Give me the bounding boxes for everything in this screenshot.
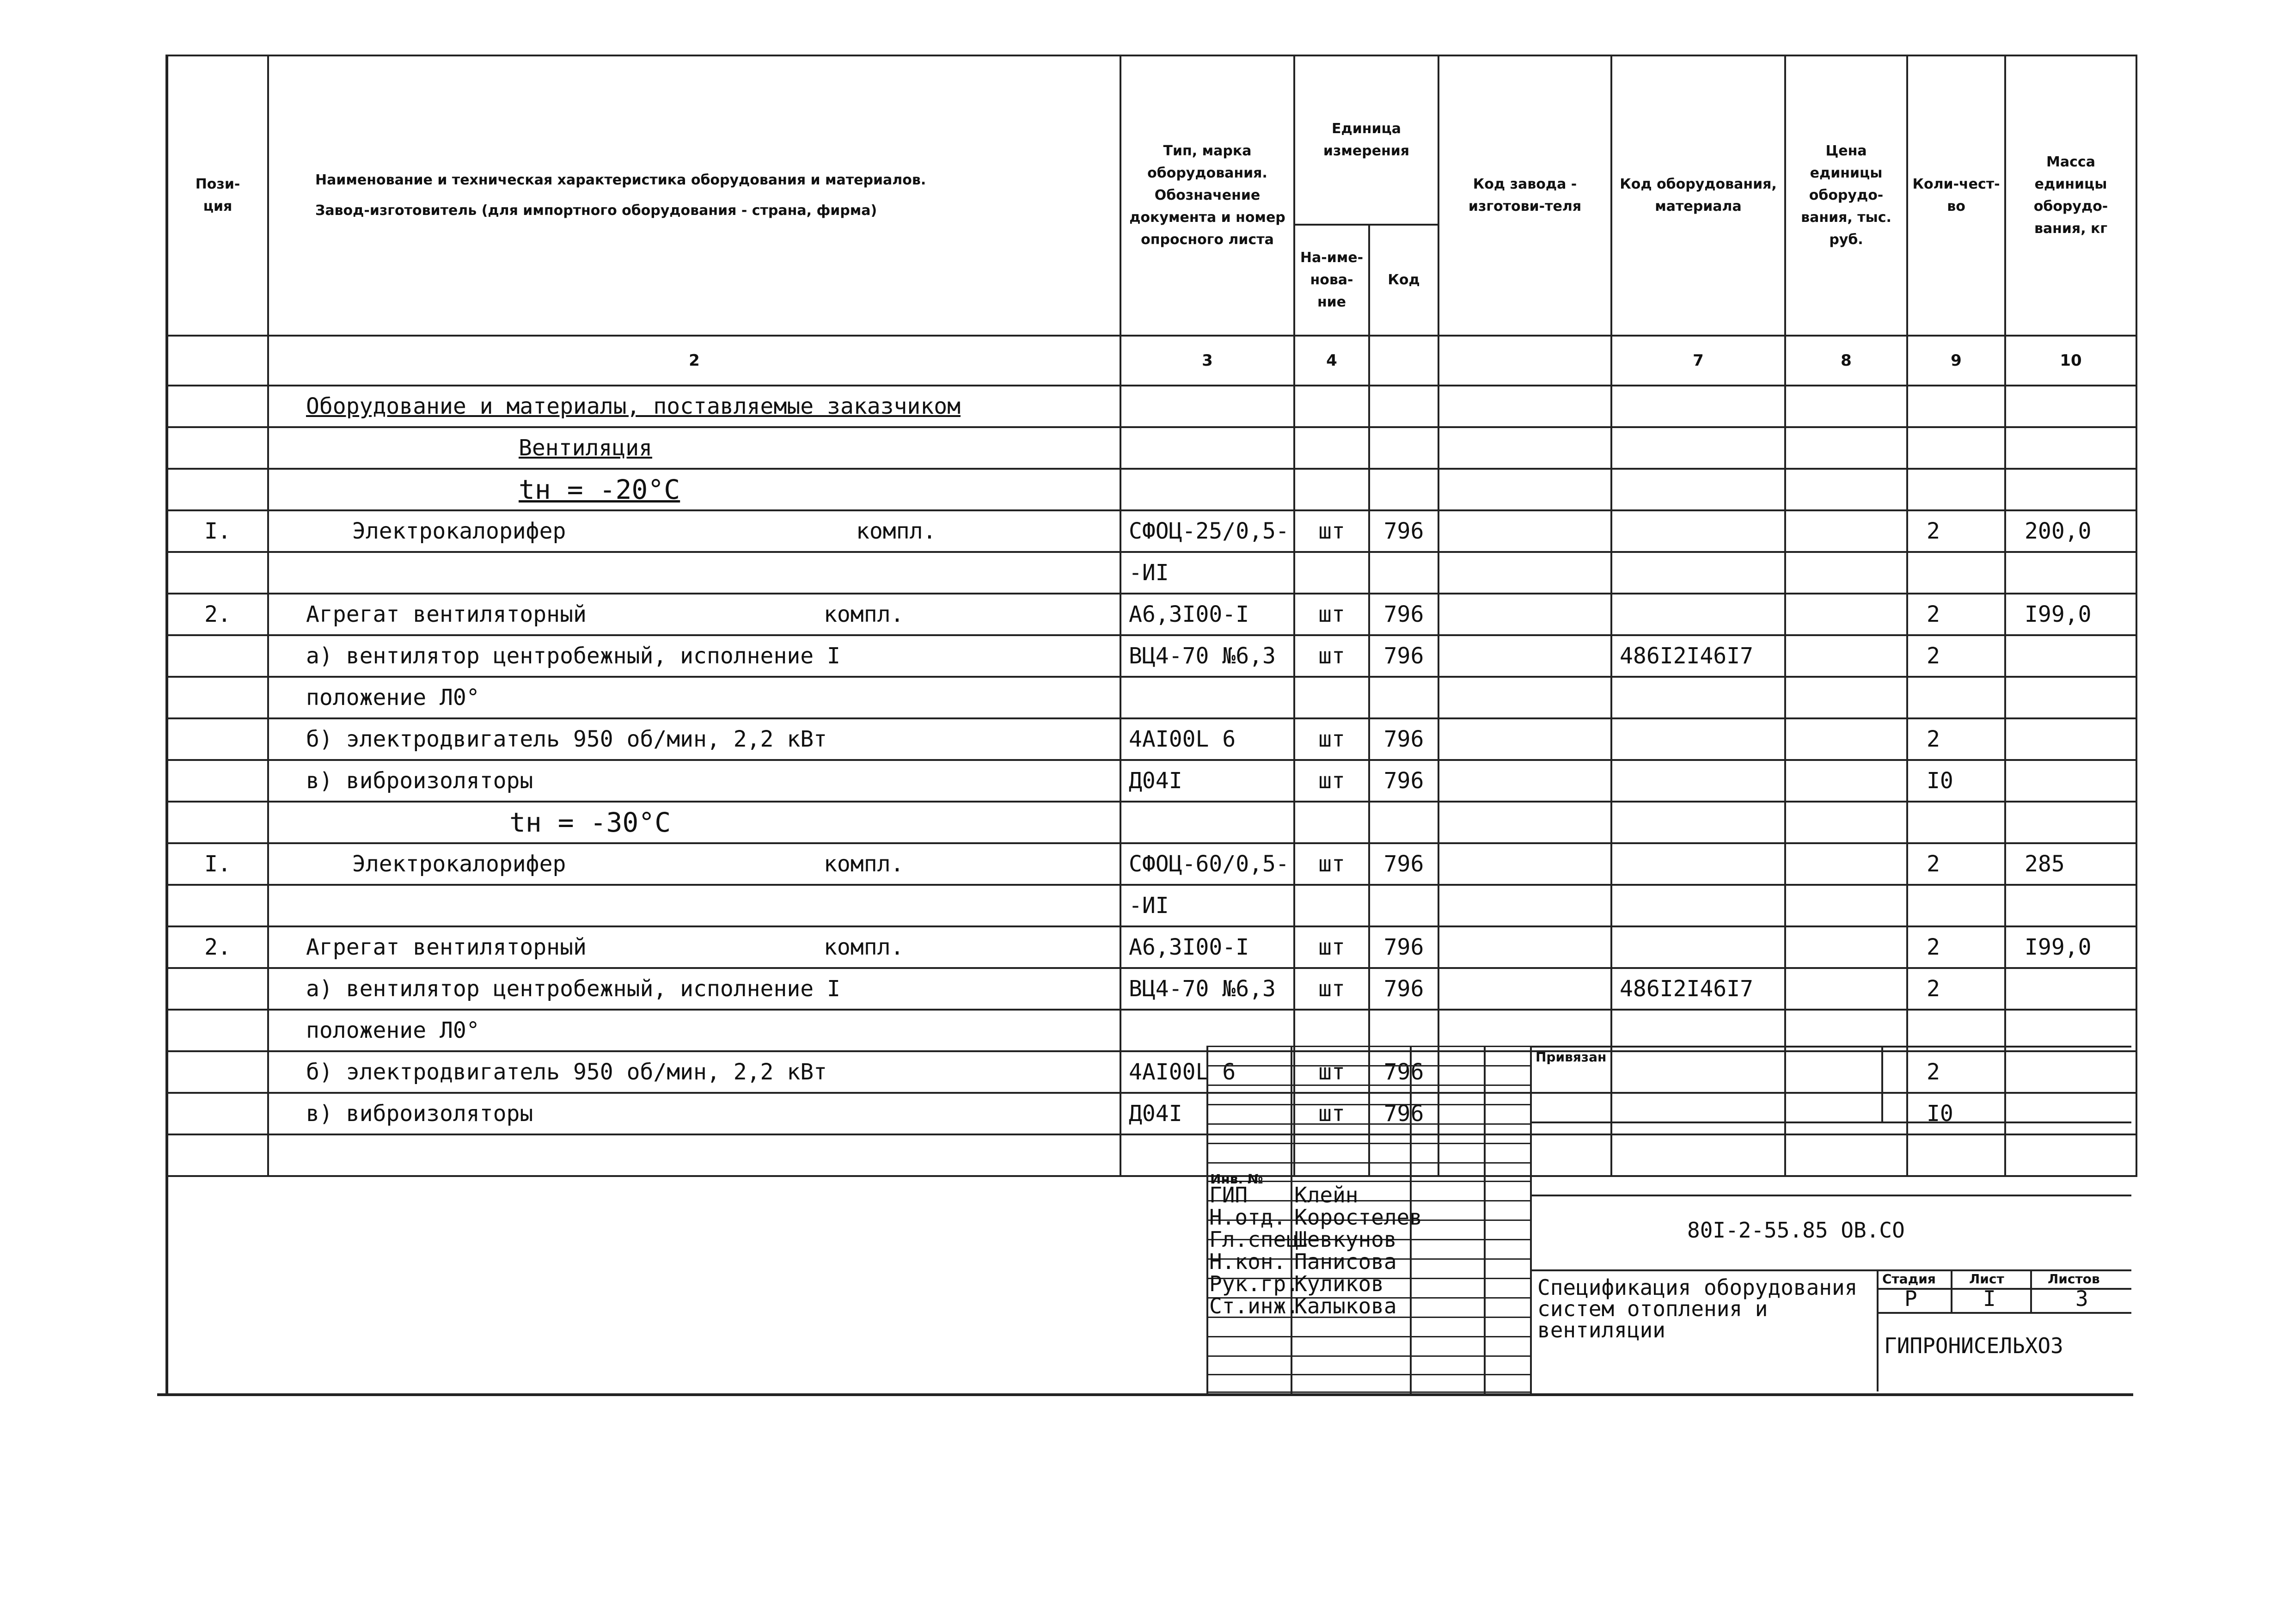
plant-code-cell [1438, 510, 1611, 552]
header-name-line2: Завод-изготовитель (для импортного оборудования - страна, фирма) [315, 202, 877, 219]
unit-code-cell: 796 [1369, 760, 1438, 802]
quantity-cell: 2 [1907, 843, 2005, 885]
type-cell: Д04I [1120, 760, 1294, 802]
unit-code-cell: 796 [1369, 843, 1438, 885]
colnum-7: 7 [1611, 336, 1785, 386]
mass-cell: 285 [2005, 843, 2136, 885]
item-name: tн = -20°C [519, 474, 680, 505]
unit-code-cell: 796 [1369, 1093, 1438, 1134]
table-row [167, 718, 2136, 760]
price-cell [1785, 802, 1907, 843]
quantity-cell: 2 [1907, 968, 2005, 1010]
mass-cell: I99,0 [2005, 594, 2136, 635]
position-cell: I. [167, 510, 268, 552]
item-name: Вентиляция [519, 435, 652, 461]
table-row [167, 926, 2136, 968]
equipment-code-cell [1611, 427, 1785, 469]
table-row [167, 760, 2136, 802]
equipment-code-cell [1611, 552, 1785, 594]
unit-code-cell: 796 [1369, 968, 1438, 1010]
header-unit-code: Код [1369, 225, 1438, 336]
plant-code-cell [1438, 885, 1611, 926]
price-cell [1785, 926, 1907, 968]
equipment-code-cell [1611, 885, 1785, 926]
unit-code-cell [1369, 427, 1438, 469]
unit-code-cell [1369, 552, 1438, 594]
item-name: Электрокалорифер [352, 518, 566, 544]
quantity-cell: 2 [1907, 1051, 2005, 1093]
signer-role: Н.отд. [1209, 1205, 1286, 1230]
name-cell [268, 718, 1120, 760]
position-cell [167, 802, 268, 843]
mass-cell [2005, 677, 2136, 718]
stage-label: Стадия [1882, 1271, 1936, 1287]
unit-cell [1294, 386, 1369, 427]
name-cell [268, 1093, 1120, 1134]
attached-label: Привязан [1536, 1049, 1607, 1065]
plant-code-cell [1438, 968, 1611, 1010]
position-cell: I. [167, 843, 268, 885]
type-cell: СФОЦ-60/0,5- [1120, 843, 1294, 885]
table-row [167, 677, 2136, 718]
colnum-2: 2 [268, 336, 1120, 386]
frame-bottom-border [157, 1393, 2133, 1396]
quantity-cell [1907, 386, 2005, 427]
item-name: tн = -30°C [509, 807, 671, 838]
header-type: Тип, марка оборудования. Обозначение документа и номер опросного листа [1120, 55, 1294, 336]
item-name: Агрегат вентиляторный [306, 601, 587, 627]
equipment-code-cell [1611, 802, 1785, 843]
name-cell [268, 1051, 1120, 1093]
plant-code-cell [1438, 802, 1611, 843]
mass-cell [2005, 718, 2136, 760]
table-row [167, 1010, 2136, 1051]
name-cell [268, 510, 1120, 552]
mass-cell [2005, 386, 2136, 427]
plant-code-cell [1438, 677, 1611, 718]
unit-code-cell [1369, 885, 1438, 926]
name-cell [268, 427, 1120, 469]
unit-code-cell [1369, 469, 1438, 510]
price-cell [1785, 885, 1907, 926]
position-cell [167, 1134, 268, 1176]
item-name: Электрокалорифер [352, 851, 566, 877]
quantity-cell: 2 [1907, 635, 2005, 677]
header-name [268, 55, 1120, 336]
plant-code-cell [1438, 1010, 1611, 1051]
header-mass: Масса единицы оборудо-вания, кг [2005, 55, 2136, 336]
unit-cell [1294, 469, 1369, 510]
table-row [167, 386, 2136, 427]
quantity-cell: 2 [1907, 718, 2005, 760]
plant-code-cell [1438, 594, 1611, 635]
unit-code-cell: 796 [1369, 594, 1438, 635]
plant-code-cell [1438, 718, 1611, 760]
signer-name: Шевкунов [1294, 1227, 1397, 1252]
position-cell [167, 760, 268, 802]
type-cell: 4АI00L 6 [1120, 718, 1294, 760]
unit-cell [1294, 427, 1369, 469]
plant-code-cell [1438, 427, 1611, 469]
unit-code-cell: 796 [1369, 510, 1438, 552]
unit-cell [1294, 802, 1369, 843]
unit-code-cell [1369, 677, 1438, 718]
mass-cell: 200,0 [2005, 510, 2136, 552]
header-position: Пози- ция [167, 55, 268, 336]
signer-role: Н.кон. [1209, 1249, 1286, 1274]
equipment-code-cell [1611, 843, 1785, 885]
quantity-cell [1907, 802, 2005, 843]
plant-code-cell [1438, 843, 1611, 885]
colnum-4: 4 [1294, 336, 1369, 386]
mass-cell: I99,0 [2005, 926, 2136, 968]
type-cell: Д04I [1120, 1093, 1294, 1134]
quantity-cell [1907, 1010, 2005, 1051]
unit-cell: шт [1294, 843, 1369, 885]
quantity-cell [1907, 885, 2005, 926]
position-cell [167, 718, 268, 760]
position-cell: 2. [167, 594, 268, 635]
unit-cell: шт [1294, 1093, 1369, 1134]
mass-cell [2005, 469, 2136, 510]
equipment-code-cell [1611, 510, 1785, 552]
unit-code-cell [1369, 386, 1438, 427]
kit-suffix: компл. [824, 934, 904, 960]
equipment-code-cell [1611, 677, 1785, 718]
header-name-line1: Наименование и техническая характеристика оборудования и материалов. [315, 172, 926, 188]
plant-code-cell [1438, 469, 1611, 510]
type-cell: СФОЦ-25/0,5- [1120, 510, 1294, 552]
unit-cell [1294, 885, 1369, 926]
unit-cell: шт [1294, 510, 1369, 552]
equipment-code-cell [1611, 760, 1785, 802]
type-cell: ВЦ4-70 №6,3 [1120, 635, 1294, 677]
table-row [167, 968, 2136, 1010]
colnum-8: 8 [1785, 336, 1907, 386]
item-name: б) электродвигатель 950 об/мин, 2,2 кВт [306, 726, 827, 752]
sheets-label: Листов [2048, 1271, 2100, 1287]
position-cell [167, 1093, 268, 1134]
name-cell [268, 760, 1120, 802]
name-cell [268, 552, 1120, 594]
table-row [167, 427, 2136, 469]
price-cell [1785, 552, 1907, 594]
type-cell [1120, 802, 1294, 843]
quantity-cell [1907, 677, 2005, 718]
inventory-label: Инв. № [1210, 1171, 1263, 1187]
equipment-code-cell [1611, 386, 1785, 427]
unit-cell [1294, 677, 1369, 718]
price-cell [1785, 718, 1907, 760]
type-cell: -ИI [1120, 552, 1294, 594]
name-cell [268, 1134, 1120, 1176]
mass-cell [2005, 427, 2136, 469]
mass-cell [2005, 552, 2136, 594]
unit-cell: шт [1294, 635, 1369, 677]
item-name: а) вентилятор центробежный, исполнение I [306, 976, 840, 1002]
equipment-code-cell [1611, 718, 1785, 760]
unit-code-cell: 796 [1369, 718, 1438, 760]
quantity-cell: 2 [1907, 926, 2005, 968]
header-equipment-code: Код оборудования, материала [1611, 55, 1785, 336]
type-cell [1120, 427, 1294, 469]
mass-cell [2005, 635, 2136, 677]
name-cell [268, 469, 1120, 510]
table-row [167, 885, 2136, 926]
unit-cell: шт [1294, 926, 1369, 968]
item-name: положение Л0° [306, 685, 480, 711]
quantity-cell [1907, 469, 2005, 510]
type-cell [1120, 386, 1294, 427]
title-block [1206, 1046, 2133, 1393]
unit-code-cell [1369, 1010, 1438, 1051]
signer-name: Куликов [1294, 1271, 1384, 1296]
type-cell [1120, 1010, 1294, 1051]
type-cell [1120, 469, 1294, 510]
type-cell: -ИI [1120, 885, 1294, 926]
name-cell [268, 802, 1120, 843]
plant-code-cell [1438, 635, 1611, 677]
signer-role: Ст.инж. [1209, 1293, 1299, 1318]
signer-name: Панисова [1294, 1249, 1397, 1274]
item-name: Оборудование и материалы, поставляемые заказчиком [306, 393, 961, 419]
quantity-cell: 2 [1907, 594, 2005, 635]
column-number-row [167, 336, 2136, 386]
colnum-3: 3 [1120, 336, 1294, 386]
unit-cell: шт [1294, 1051, 1369, 1093]
name-cell [268, 843, 1120, 885]
type-cell: 4АI00L 6 [1120, 1051, 1294, 1093]
price-cell [1785, 510, 1907, 552]
type-cell: ВЦ4-70 №6,3 [1120, 968, 1294, 1010]
position-cell [167, 386, 268, 427]
unit-code-cell [1369, 802, 1438, 843]
name-cell [268, 635, 1120, 677]
table-row [167, 843, 2136, 885]
header-price: Цена единицы оборудо-вания, тыс. руб. [1785, 55, 1907, 336]
organization-name: ГИПРОНИСЕЛЬХОЗ [1884, 1333, 2063, 1358]
unit-code-cell: 796 [1369, 1051, 1438, 1093]
colnum-9: 9 [1907, 336, 2005, 386]
sheets-value: 3 [2075, 1286, 2088, 1311]
equipment-code-cell [1611, 469, 1785, 510]
equipment-code-cell: 486I2I46I7 [1611, 968, 1785, 1010]
unit-cell [1294, 552, 1369, 594]
equipment-code-cell [1611, 1010, 1785, 1051]
specification-table [166, 55, 2137, 1177]
name-cell [268, 885, 1120, 926]
equipment-code-cell: 486I2I46I7 [1611, 635, 1785, 677]
mass-cell [2005, 968, 2136, 1010]
plant-code-cell [1438, 760, 1611, 802]
signer-name: Клейн [1294, 1183, 1359, 1207]
table-row [167, 552, 2136, 594]
table-row [167, 635, 2136, 677]
unit-cell: шт [1294, 718, 1369, 760]
signer-name: Калыкова [1294, 1293, 1397, 1318]
unit-cell [1294, 1010, 1369, 1051]
position-cell [167, 1010, 268, 1051]
position-cell [167, 427, 268, 469]
name-cell [268, 594, 1120, 635]
position-cell [167, 968, 268, 1010]
kit-suffix: компл. [824, 851, 904, 877]
item-name: а) вентилятор центробежный, исполнение I [306, 643, 840, 669]
position-cell: 2. [167, 926, 268, 968]
stage-value: Р [1904, 1286, 1917, 1311]
unit-code-cell: 796 [1369, 635, 1438, 677]
mass-cell [2005, 1010, 2136, 1051]
type-cell [1120, 677, 1294, 718]
name-cell [268, 1010, 1120, 1051]
colnum-10: 10 [2005, 336, 2136, 386]
quantity-cell: I0 [1907, 1093, 2005, 1134]
mass-cell [2005, 802, 2136, 843]
unit-code-cell: 796 [1369, 926, 1438, 968]
mass-cell [2005, 760, 2136, 802]
signer-role: Гл.спец. [1209, 1227, 1312, 1252]
sheet-label: Лист [1969, 1271, 2004, 1287]
price-cell [1785, 594, 1907, 635]
name-cell [268, 677, 1120, 718]
header-quantity: Коли-чест-во [1907, 55, 2005, 336]
header-plant-code: Код завода - изготови-теля [1438, 55, 1611, 336]
mass-cell [2005, 885, 2136, 926]
position-cell [167, 1051, 268, 1093]
sheet-value: I [1983, 1286, 1996, 1311]
document-title: Спецификация оборудования систем отопления и вентиляции [1537, 1275, 1858, 1342]
table-row [167, 594, 2136, 635]
price-cell [1785, 635, 1907, 677]
signer-role: ГИП [1209, 1183, 1248, 1207]
unit-cell: шт [1294, 968, 1369, 1010]
document-code: 80I-2-55.85 ОВ.СО [1687, 1218, 1905, 1243]
type-cell: А6,3I00-I [1120, 594, 1294, 635]
header-row [167, 55, 2136, 225]
price-cell [1785, 1010, 1907, 1051]
quantity-cell: 2 [1907, 510, 2005, 552]
position-cell [167, 635, 268, 677]
name-cell [268, 926, 1120, 968]
item-name: в) виброизоляторы [306, 768, 533, 794]
item-name: в) виброизоляторы [306, 1101, 533, 1127]
item-name: Агрегат вентиляторный [306, 934, 587, 960]
price-cell [1785, 677, 1907, 718]
price-cell [1785, 968, 1907, 1010]
equipment-code-cell [1611, 594, 1785, 635]
table-row [167, 802, 2136, 843]
name-cell [268, 968, 1120, 1010]
plant-code-cell [1438, 386, 1611, 427]
position-cell [167, 469, 268, 510]
item-name: б) электродвигатель 950 об/мин, 2,2 кВт [306, 1059, 827, 1085]
name-cell [268, 386, 1120, 427]
price-cell [1785, 843, 1907, 885]
quantity-cell [1907, 427, 2005, 469]
quantity-cell: I0 [1907, 760, 2005, 802]
table-row [167, 469, 2136, 510]
price-cell [1785, 760, 1907, 802]
signer-name: Коростелев [1294, 1205, 1422, 1230]
kit-suffix: компл. [824, 601, 904, 627]
price-cell [1785, 469, 1907, 510]
type-cell: А6,3I00-I [1120, 926, 1294, 968]
kit-suffix: компл. [856, 518, 936, 544]
position-cell [167, 552, 268, 594]
header-unit-group: Единица измерения [1294, 55, 1438, 225]
header-unit-name: На-име-нова-ние [1294, 225, 1369, 336]
price-cell [1785, 386, 1907, 427]
price-cell [1785, 427, 1907, 469]
plant-code-cell [1438, 552, 1611, 594]
table-row [167, 510, 2136, 552]
signer-role: Рук.гр. [1209, 1271, 1299, 1296]
quantity-cell [1907, 552, 2005, 594]
unit-cell: шт [1294, 594, 1369, 635]
plant-code-cell [1438, 926, 1611, 968]
unit-cell: шт [1294, 760, 1369, 802]
position-cell [167, 677, 268, 718]
item-name: положение Л0° [306, 1017, 480, 1043]
equipment-code-cell [1611, 926, 1785, 968]
position-cell [167, 885, 268, 926]
